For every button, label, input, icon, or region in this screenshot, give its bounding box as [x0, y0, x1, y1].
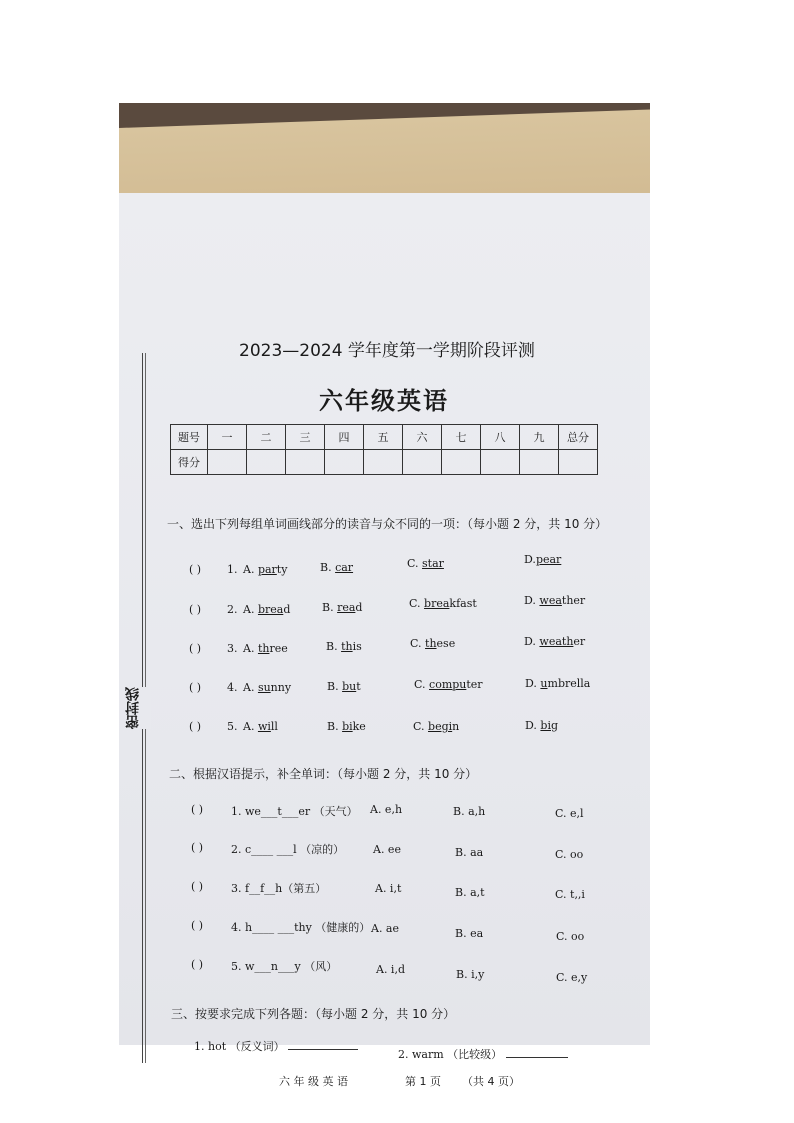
page-footer	[279, 1073, 520, 1089]
section3-heading: 三、按要求完成下列各题：（每小题 2 分，共 10 分）	[171, 1007, 456, 1021]
section3-question-2: 2. warm （比较级）	[398, 1046, 568, 1062]
option-a: A. ee	[373, 843, 401, 856]
exam-photo	[119, 103, 650, 1088]
option-a: A. party	[243, 563, 288, 576]
option-b: B. aa	[455, 846, 484, 859]
option-c: C. star	[407, 557, 444, 570]
score-table-cell: 得分	[171, 450, 208, 475]
footer-page: 第 1 页	[405, 1075, 441, 1088]
answer-paren[interactable]: ( )	[191, 880, 204, 893]
fill-word: 3. f__f__h（第五）	[231, 882, 327, 895]
option-a: A. ae	[371, 922, 400, 935]
answer-paren[interactable]: ( )	[191, 958, 204, 971]
score-input-cell[interactable]	[442, 450, 481, 475]
question-number: 2.	[227, 603, 238, 616]
answer-paren[interactable]: ( )	[191, 919, 204, 932]
answer-paren[interactable]: ( )	[189, 720, 202, 733]
option-a: A. i,d	[376, 963, 405, 976]
footer-total: （共 4 页）	[462, 1075, 520, 1088]
option-c: C. oo	[556, 930, 585, 943]
question-number: 3.	[227, 642, 238, 655]
score-table-cell: 二	[247, 425, 286, 450]
answer-blank[interactable]	[506, 1047, 568, 1058]
option-a: A. sunny	[243, 681, 292, 694]
option-d: D. weather	[524, 635, 586, 648]
option-c: C. e,l	[555, 807, 584, 820]
footer-subject: 六 年 级 英 语	[279, 1075, 348, 1088]
score-table-cell: 总分	[559, 425, 598, 450]
score-table-cell: 七	[442, 425, 481, 450]
option-b: B. i,y	[456, 968, 485, 981]
option-c: C. t,,i	[555, 888, 585, 901]
score-input-cell[interactable]	[208, 450, 247, 475]
answer-paren[interactable]: ( )	[189, 681, 202, 694]
question-number: 5.	[227, 720, 238, 733]
score-table-header-row	[171, 425, 598, 450]
option-d: D. weather	[524, 594, 586, 607]
score-input-cell[interactable]	[364, 450, 403, 475]
question-number: 4.	[227, 681, 238, 694]
fill-word: 1. we___t___er （天气）	[231, 805, 358, 818]
answer-paren[interactable]: ( )	[189, 642, 202, 655]
exam-title: 2023—2024 学年度第一学期阶段评测	[239, 341, 535, 361]
option-b: B. but	[327, 680, 361, 693]
option-b: B. ea	[455, 927, 484, 940]
option-c: C. begin	[413, 720, 460, 733]
score-table-cell: 九	[520, 425, 559, 450]
score-input-cell[interactable]	[286, 450, 325, 475]
answer-paren[interactable]: ( )	[191, 841, 204, 854]
score-input-cell[interactable]	[403, 450, 442, 475]
score-table-cell: 一	[208, 425, 247, 450]
option-b: B. bike	[327, 720, 366, 733]
score-table	[170, 424, 598, 475]
score-table-cell: 五	[364, 425, 403, 450]
score-input-cell[interactable]	[325, 450, 364, 475]
option-c: C. breakfast	[409, 597, 477, 610]
fill-word: 4. h____ ___thy （健康的）	[231, 921, 371, 934]
score-table-cell: 八	[481, 425, 520, 450]
score-input-cell[interactable]	[559, 450, 598, 475]
subject-title: 六年级英语	[319, 387, 449, 415]
section1-heading: 一、选出下列每组单词画线部分的读音与众不同的一项：（每小题 2 分，共 10 分）	[167, 517, 608, 531]
binding-label: 密封线	[125, 687, 151, 729]
option-c: C. oo	[555, 848, 584, 861]
option-d: D. big	[525, 719, 559, 732]
section2-heading: 二、根据汉语提示，补全单词：（每小题 2 分，共 10 分）	[169, 767, 478, 781]
exam-paper	[119, 193, 650, 1088]
score-input-cell[interactable]	[247, 450, 286, 475]
option-b: B. a,t	[455, 886, 485, 899]
answer-blank[interactable]	[288, 1039, 358, 1050]
fill-word: 2. c____ ___l （凉的）	[231, 843, 345, 856]
score-table-score-row	[171, 450, 598, 475]
score-table-cell: 三	[286, 425, 325, 450]
answer-paren[interactable]: ( )	[189, 603, 202, 616]
option-d: D. umbrella	[525, 677, 591, 690]
option-b: B. this	[326, 640, 362, 653]
option-b: B. car	[320, 561, 354, 574]
score-table-cell: 题号	[171, 425, 208, 450]
option-b: B. a,h	[453, 805, 486, 818]
score-table-cell: 四	[325, 425, 364, 450]
option-a: A. three	[243, 642, 288, 655]
option-c: C. these	[410, 637, 456, 650]
score-input-cell[interactable]	[520, 450, 559, 475]
fill-word: 5. w___n___y （风）	[231, 960, 338, 973]
answer-paren[interactable]: ( )	[191, 803, 204, 816]
option-c: C. e,y	[556, 971, 588, 984]
option-a: A. bread	[243, 603, 291, 616]
option-a: A. e,h	[370, 803, 403, 816]
score-table-cell: 六	[403, 425, 442, 450]
score-input-cell[interactable]	[481, 450, 520, 475]
option-a: A. will	[243, 720, 278, 733]
answer-paren[interactable]: ( )	[189, 563, 202, 576]
section3-question-1: 1. hot （反义词）	[194, 1038, 358, 1054]
question-number: 1.	[227, 563, 238, 576]
option-d: D.pear	[524, 553, 562, 566]
option-a: A. i,t	[375, 882, 402, 895]
option-c: C. computer	[414, 678, 483, 691]
option-b: B. read	[322, 601, 363, 614]
